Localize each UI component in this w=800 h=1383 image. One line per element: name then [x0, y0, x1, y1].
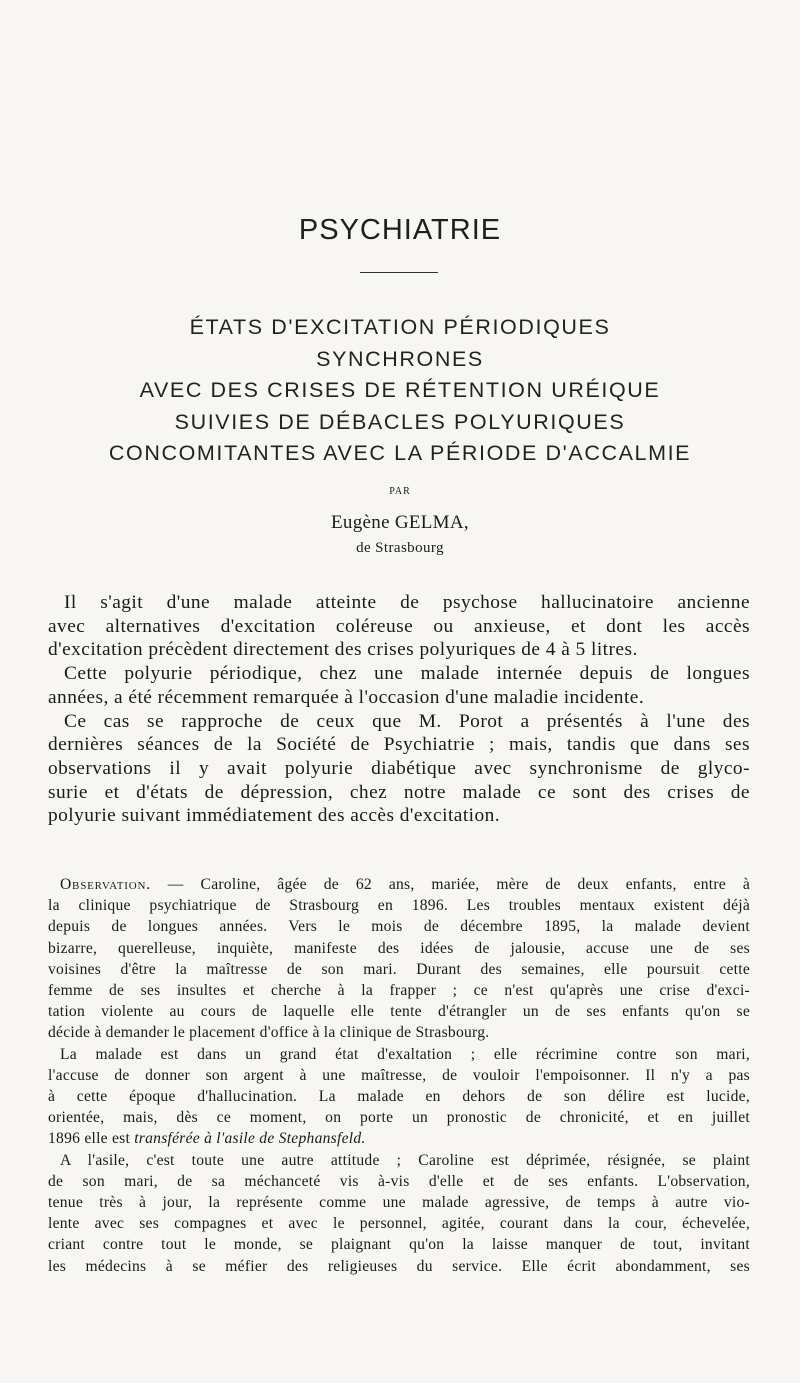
- author-name: Eugène GELMA,: [331, 512, 469, 533]
- observation-first-line-text: — Caroline, âgée de 62 ans, mariée, mère de deux enfants, entre à: [150, 876, 750, 893]
- observation-line: A l'asile, c'est toute une autre attitude ; Caroline est déprimée, résignée, se plaint: [60, 1151, 750, 1169]
- observation-line: tenue très à jour, la représente comme une malade agressive, de temps à autre vio-: [48, 1194, 750, 1212]
- observation-line: les médecins à se méfier des religieuses du service. Elle écrit abondamment, ses: [48, 1257, 750, 1275]
- article-title-line: CONCOMITANTES AVEC LA PÉRIODE D'ACCALMIE: [108, 441, 692, 465]
- intro-line: observations il y avait polyurie diabétique avec synchronisme de glyco-: [48, 757, 750, 779]
- observation-line: voisines d'être la maîtresse de son mari. Durant des semaines, elle poursuit cette: [48, 960, 750, 978]
- intro-line: Cette polyurie périodique, chez une malade internée depuis de longues: [64, 663, 750, 685]
- observation-line: lente avec ses compagnes et avec le personnel, agitée, courant dans la cour, échevelée,: [48, 1215, 750, 1233]
- intro-line: avec alternatives d'excitation coléreuse ou anxieuse, et dont les accès: [48, 615, 750, 637]
- observation-line: la clinique psychiatrique de Strasbourg en 1896. Les troubles mentaux existent déjà: [48, 897, 750, 915]
- section-heading: PSYCHIATRIE: [298, 214, 502, 246]
- observation-line: orientée, mais, dès ce moment, on porte un pronostic de chronicité, et en juillet: [48, 1109, 750, 1127]
- observation-line: bizarre, querelleuse, inquiète, manifeste des idées de jalousie, accuse une de ses: [48, 939, 750, 957]
- observation-lead: Observation.: [60, 876, 151, 893]
- observation-line: depuis de longues années. Vers le mois de décembre 1895, la malade devient: [48, 918, 750, 936]
- intro-line: Il s'agit d'une malade atteinte de psychose hallucinatoire ancienne: [64, 592, 750, 613]
- article-title-line: ÉTATS D'EXCITATION PÉRIODIQUES: [189, 315, 611, 339]
- article-title-line: SUIVIES DE DÉBACLES POLYURIQUES: [174, 409, 626, 434]
- title-divider: [360, 272, 438, 273]
- intro-line: d'excitation précèdent directement des crises polyuriques de 4 à 5 litres.: [48, 639, 638, 661]
- intro-line: surie et d'états de dépression, chez notre malade ce sont des crises de: [48, 781, 750, 803]
- observation-line: tation violente au cours de laquelle elle tente d'étrangler un de ses enfants qu'on se: [48, 1003, 750, 1021]
- intro-paragraph: [48, 591, 750, 828]
- intro-line: Ce cas se rapproche de ceux que M. Porot a présentés à l'une des: [64, 710, 750, 732]
- article-title-line: AVEC DES CRISES DE RÉTENTION URÉIQUE: [139, 378, 661, 402]
- observation-line: l'accuse de donner son argent à une maîtresse, de vouloir l'empoisonner. Il n'y a pas: [48, 1066, 750, 1084]
- observation-section: [48, 874, 750, 1277]
- intro-line: dernières séances de la Société de Psychiatrie ; mais, tandis que dans ses: [48, 734, 750, 756]
- observation-line: de son mari, de sa méchanceté vis à-vis d'elle et de ses enfants. L'observation,: [48, 1172, 750, 1190]
- observation-line: décide à demander le placement d'office à la clinique de Strasbourg.: [48, 1024, 490, 1042]
- observation-line: criant contre tout le monde, se plaignant qu'on la laisse manquer de tout, invitant: [48, 1236, 750, 1254]
- article-title: [30, 312, 770, 470]
- observation-line: femme de ses insultes et cherche à la frapper ; ce n'est qu'après une crise d'exci-: [48, 982, 750, 1000]
- byline-par: PAR: [389, 486, 411, 497]
- observation-line: à cette époque d'hallucination. La malade en dehors de son délire est lucide,: [48, 1088, 750, 1106]
- article-title-line: SYNCHRONES: [316, 346, 484, 371]
- observation-italic-phrase: transférée à l'asile de Stephansfeld.: [134, 1130, 366, 1148]
- observation-line-prefix: 1896 elle est: [48, 1130, 135, 1148]
- observation-line: La malade est dans un grand état d'exaltation ; elle récrimine contre son mari,: [60, 1045, 750, 1063]
- author-affiliation: de Strasbourg: [356, 540, 444, 556]
- intro-line: années, a été récemment remarquée à l'occasion d'une maladie incidente.: [48, 686, 645, 708]
- observation-line: [48, 1128, 750, 1149]
- intro-line: polyurie suivant immédiatement des accès d'excitation.: [48, 805, 501, 827]
- observation-first-line: [48, 874, 750, 895]
